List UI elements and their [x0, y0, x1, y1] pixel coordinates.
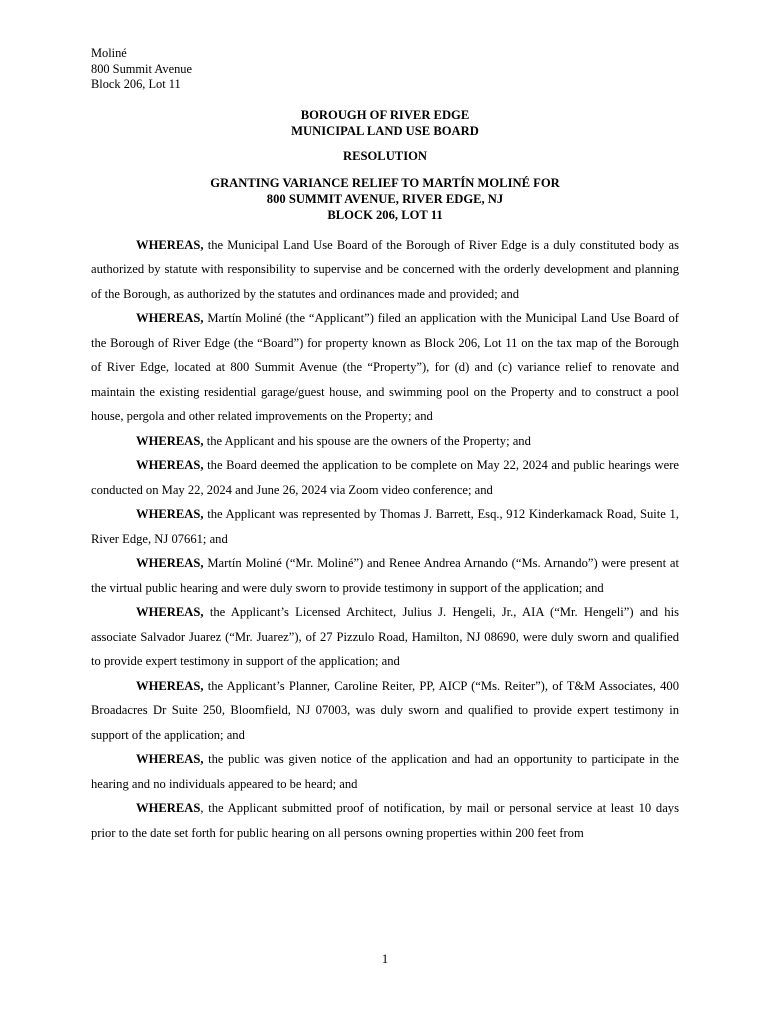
paragraph-text: the Applicant and his spouse are the owners of the Property; and [203, 433, 531, 448]
whereas-lead: WHEREAS, [136, 311, 204, 325]
whereas-lead: WHEREAS, [136, 678, 204, 693]
subject-line-2: 800 SUMMIT AVENUE, RIVER EDGE, NJ [266, 191, 504, 206]
paragraph-text: the public was given notice of the application and had an opportunity to participate in the hearing and no individuals appeared to be heard; and [91, 752, 679, 791]
paragraph-text: the Applicant’s Licensed Architect, Julius J. Hengeli, Jr., AIA (“Mr. Hengeli”) and his associate Salvador Juarez (“Mr. Juarez”), of 27 Pizzulo Road, Hamilton, NJ 08690, were duly sworn and qualified to provide expert testimony in support of the application; and [91, 605, 679, 668]
document-page [91, 46, 679, 845]
whereas-paragraph [91, 306, 679, 429]
whereas-paragraph [91, 796, 679, 845]
whereas-paragraph [91, 674, 679, 748]
header-name: Moliné [91, 46, 127, 60]
whereas-paragraph [91, 233, 679, 307]
paragraph-text: the Municipal Land Use Board of the Borough of River Edge is a duly constituted body as authorized by statute with responsibility to supervise and be concerned with the orderly development and planning of the Borough, as authorized by the statutes and ordinances made and provided; and [91, 237, 679, 301]
board-name: MUNICIPAL LAND USE BOARD [291, 123, 479, 138]
whereas-lead: WHEREAS, [136, 237, 204, 252]
borough-title: BOROUGH OF RIVER EDGE [300, 107, 470, 122]
whereas-lead: WHEREAS, [136, 556, 204, 570]
whereas-lead: WHEREAS, [136, 752, 204, 766]
page-number: 1 [381, 952, 389, 966]
whereas-paragraph [91, 429, 679, 454]
document-header [91, 46, 679, 93]
paragraph-text: the Applicant was represented by Thomas J. Barrett, Esq., 912 Kinderkamack Road, Suite 1, River Edge, NJ 07661; and [91, 507, 679, 546]
whereas-lead: WHEREAS [136, 801, 201, 815]
whereas-paragraph [91, 551, 679, 600]
resolution-subject [91, 175, 679, 223]
whereas-lead: WHEREAS, [136, 433, 204, 448]
subject-line-1: GRANTING VARIANCE RELIEF TO MARTÍN MOLINÉ FOR [210, 175, 560, 190]
whereas-paragraph [91, 747, 679, 796]
paragraph-text: the Board deemed the application to be complete on May 22, 2024 and public hearings were conducted on May 22, 2024 and June 26, 2024 via Zoom video conference; and [91, 458, 679, 497]
header-address: 800 Summit Avenue [91, 61, 192, 76]
resolution-body [91, 233, 679, 846]
header-block-lot: Block 206, Lot 11 [91, 77, 181, 91]
paragraph-text: Martín Moliné (the “Applicant”) filed an application with the Municipal Land Use Board of the Borough of River Edge (the “Board”) for property known as Block 206, Lot 11 on the tax map of the Borough of River Edge, located at 800 Summit Avenue (the “Property”), for (d) and (c) variance relief to renovate and maintain the existing residential garage/guest house, and swimming pool on the Property and to construct a pool house, pergola and other related improvements on the Property; and [91, 311, 679, 423]
paragraph-text: Martín Moliné (“Mr. Moliné”) and Renee Andrea Arnando (“Ms. Arnando”) were present at the virtual public hearing and were duly sworn to provide testimony in support of the application; and [91, 556, 679, 595]
whereas-lead: WHEREAS, [136, 507, 204, 521]
whereas-paragraph [91, 453, 679, 502]
whereas-paragraph [91, 502, 679, 551]
whereas-paragraph [91, 600, 679, 674]
paragraph-text: the Applicant’s Planner, Caroline Reiter, PP, AICP (“Ms. Reiter”), of T&M Associates, 400 Broadacres Dr Suite 250, Bloomfield, NJ 07003, was duly sworn and qualified to provide expert testimony in support of the application; and [91, 678, 679, 742]
resolution-heading: RESOLUTION [343, 148, 427, 163]
board-title [91, 107, 679, 139]
paragraph-text: , the Applicant submitted proof of notification, by mail or personal service at least 10 days prior to the date set forth for public hearing on all persons owning properties within 200 feet from [91, 801, 679, 840]
whereas-lead: WHEREAS, [136, 458, 204, 472]
subject-line-3: BLOCK 206, LOT 11 [327, 207, 443, 222]
whereas-lead: WHEREAS, [136, 605, 204, 619]
